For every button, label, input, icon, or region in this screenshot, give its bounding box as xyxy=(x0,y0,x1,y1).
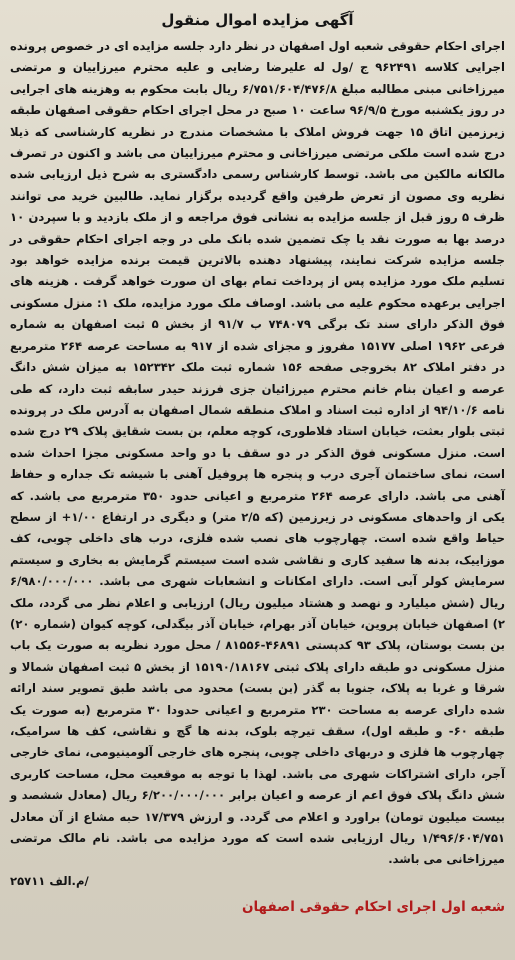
notice-title: آگهی مزایده اموال منقول xyxy=(161,11,354,29)
notice-signature: شعبه اول اجرای احکام حقوقی اصفهان xyxy=(241,899,505,916)
notice-code: م.الف ۲۵۷۱۱/ xyxy=(10,873,89,888)
notice-body: اجرای احکام حقوقی شعبه اول اصفهان در نظر دارد جلسه مزایده ای در خصوص پرونده اجرایی کلاسه ۹۶۲۴۹۱ ج /ول له علیرضا رضایی و علیه محترم میرزاییان و مرتضی میرزاخانی مبنی مطالبه مبلغ ۶/۷۵۱/۶۰۴/۴۷۶/۸ ریال بابت محکوم به وهزینه های اجرایی در روز یکشنبه مورخ ۹۶/۹/۵ ساعت ۱۰ صبح در محل اجرای احکام حقوقی اصفهان طبقه زیرزمین اتاق ۱۵ جهت فروش املاک با مشخصات مندرج در نظریه کارشناسی که ذیلا درج شده است ملکی مرتضی میرزاخانی و محترم میرزاییان می باشد و اکنون در تصرف مالکانه مالکین می باشد. توسط کارشناس رسمی دادگستری به شرح ذیل ارزیابی شده نظریه وی مصون از تعرض طرفین واقع گردیده برگزار نماید. طالبین خرید می توانند ظرف ۵ روز قبل از جلسه مزایده به نشانی فوق مراجعه و از ملک بازدید و با سپردن ۱۰ درصد بها به صورت نقد یا چک تضمین شده بانک ملی در وجه اجرای احکام حقوقی در جلسه مزایده شرکت نمایند، پیشنهاد دهنده بالاترین قیمت برنده مزایده خواهد بود تسلیم ملک مورد مزایده پس از پرداخت تمام بهای ان صورت خواهد گرفت . هزینه های اجرایی برعهده محکوم علیه می باشد. اوصاف ملک مورد مزایده، ملک ۱: منزل مسکونی فوق الذکر دارای سند تک برگی ۷۴۸۰۷۹ ب ۹۱/۷ از بخش ۵ ثبت اصفهان به شماره فرعی ۱۹۶۲ اصلی ۱۵۱۷۷ مفروز و مجزای شده از ۹۱۷ به مساحت عرصه ۲۶۴ مترمربع در دفتر املاک ۸۲ بخروجی صفحه ۱۵۶ شماره ثبت ملک ۱۵۲۳۴۲ به میزان شش دانگ عرصه و اعیان بنام خانم محترم میرزائیان جزی فرزند حیدر سابقه ثبت دارد، که طی نامه ۹۴/۱۰/۶ از اداره ثبت اسناد و املاک منطقه شمال اصفهان به آدرس ملک در پرونده ثبتی بلوار بعثت، خیابان استاد فلاطوری، کوچه معلم، بن بست شقایق پلاک ۲۹ درج شده است. منزل مسکونی فوق الذکر در دو سقف با دو واحد مسکونی مجزا احداث شده است، نمای ساختمان آجری درب و پنجره ها پروفیل آهنی با شیشه تک جداره و حفاظ آهنی می باشد. دارای عرصه ۲۶۴ مترمربع و اعیانی حدود ۳۵۰ مترمربع می باشد. که یکی از واحدهای مسکونی در زیرزمین (که ۲/۵ متر) و دیگری در ارتفاع ۱/۰۰+ از سطح حیاط واقع شده است. چهارچوب های نصب شده فلزی، درب های داخلی چوبی، کف موزاییک، بدنه ها سفید کاری و نقاشی شده است سیستم گرمایش به بخاری و سیستم سرمایش کولر آبی است. دارای امکانات و انشعابات شهری می باشد. ۶/۹۸۰/۰۰۰/۰۰۰ ریال (شش میلیارد و نهصد و هشتاد میلیون ریال) ارزیابی و اعلام نظر می گردد، ملک ۲) اصفهان خیابان پروین، خیابان آذر بهرام، خیابان آذر بیگدلی، کوچه کیوان (شماره ۲۰) بن بست بوستان، پلاک ۹۳ کدپستی ۴۶۸۹۱-۸۱۵۵۶ / محل مورد نظریه به صورت یک باب منزل مسکونی دو طبقه دارای پلاک ثبتی ۱۵۱۹۰/۱۸۱۶۷ از بخش ۵ ثبت اصفهان شمالا و شرقا و غربا به پلاک، جنوبا به گذر (بن بست) محدود می باشد طبق تصویر سند ارائه شده دارای عرصه به مساحت ۲۳۰ مترمربع و اعیانی حدودا ۳۰ مترمربع (به صورت یک طبقه ۶۰- و طبقه اول)، سقف تیرچه بلوک، بدنه ها گچ و نقاشی، کف ها سرامیک، چهارچوب ها فلزی و دربهای داخلی چوبی، پنجره های خارجی آلومینیومی، نمای خارجی آجر، دارای اشتراکات شهری می باشد. لهذا با توجه به موقعیت محل، مساحت کاربری شش دانگ پلاک فوق اعم از عرصه و اعیان برابر ۶/۲۰۰/۰۰۰/۰۰۰ ریال (معادل ششصد و بیست میلیون تومان) براورد و اعلام می گردد. و ارزش ۱۷/۳۷۹ حبه مشاع از آن معادل ۱/۴۹۶/۶۰۴/۷۵۱ ریال ارزیابی شده است که مورد مزایده می باشد. نام مالک مرتضی میرزاخانی می باشد. xyxy=(10,39,506,867)
